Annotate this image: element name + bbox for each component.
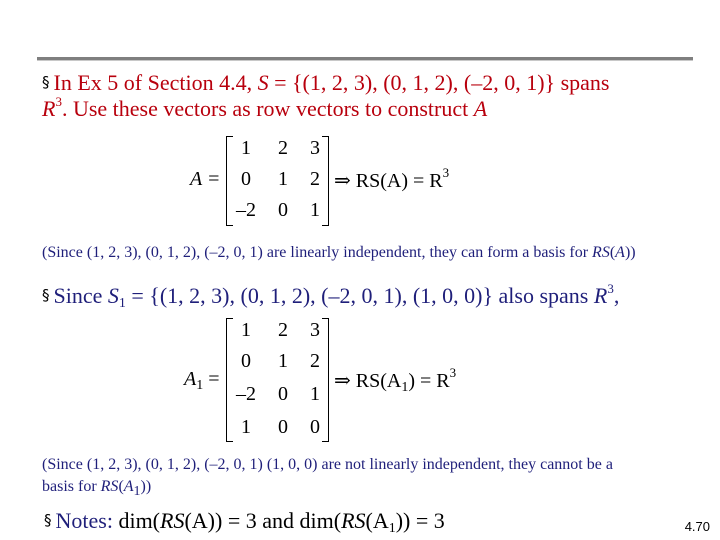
independence-note-1: (Since (1, 2, 3), (0, 1, 2), (–2, 0, 1) are linearly independent, they can form a basis for RS(A)) [42,244,636,261]
matrix-cell: 2 [310,168,320,190]
statement-line-2: $R^3$. Use these vectors as row vectors to construct A [42,94,488,121]
eq2-lhs: $A_1$ = [184,368,220,393]
bullet-icon: § [42,286,50,304]
matrix-cell: –2 [236,199,256,221]
eq2-rhs: ⇒ $RS(A_1) = R^3$ [334,365,457,395]
matrix-cell: 1 [310,383,320,405]
matrix-cell: 3 [310,137,320,159]
bullet-icon: § [42,73,50,91]
matrix-cell: 1 [278,350,288,372]
matrix-cell: 1 [241,137,251,159]
statement-line-1: § In Ex 5 of Section 4.4, S = {(1, 2, 3), (0, 1, 2), (–2, 0, 1)} spans [42,70,610,95]
title-rule-shadow [37,60,693,61]
matrix-cell: 1 [241,319,251,341]
matrix-cell: 0 [241,168,251,190]
eq1-rhs: ⇒ $RS(A) = R^3$ [334,165,450,192]
matrix-cell: –2 [236,383,256,405]
matrix-cell: 1 [278,168,288,190]
matrix-cell: 0 [278,383,288,405]
notes-line: § Notes: dim(RS(A)) = 3 and $dim(RS(A_1)) = 3$ [44,508,445,536]
bullet-icon: § [44,511,52,529]
independence-note-2-cont: basis for $RS(A_1)$) [42,478,152,499]
matrix-cell: 0 [241,350,251,372]
matrix-cell: 0 [310,416,320,438]
matrix-cell: 2 [310,350,320,372]
statement-line-3: § Since $S_1 = \{(1$, 2, 3), (0, 1, 2), (–2, 0, 1), (1, 0, 0)} also spans $R^3$, [42,281,620,311]
matrix-cell: 3 [310,319,320,341]
matrix-cell: 0 [278,199,288,221]
page-number: 4.70 [684,519,710,534]
independence-note-2: (Since (1, 2, 3), (0, 1, 2), (–2, 0, 1) (1, 0, 0) are not linearly independent, they cannot be a [42,456,613,473]
matrix-cell: 1 [241,416,251,438]
matrix-cell: 0 [278,416,288,438]
matrix-cell: 1 [310,199,320,221]
notes-label: Notes: [55,508,113,533]
matrix-cell: 2 [278,137,288,159]
matrix-cell: 2 [278,319,288,341]
eq1-lhs: A = [190,168,221,190]
